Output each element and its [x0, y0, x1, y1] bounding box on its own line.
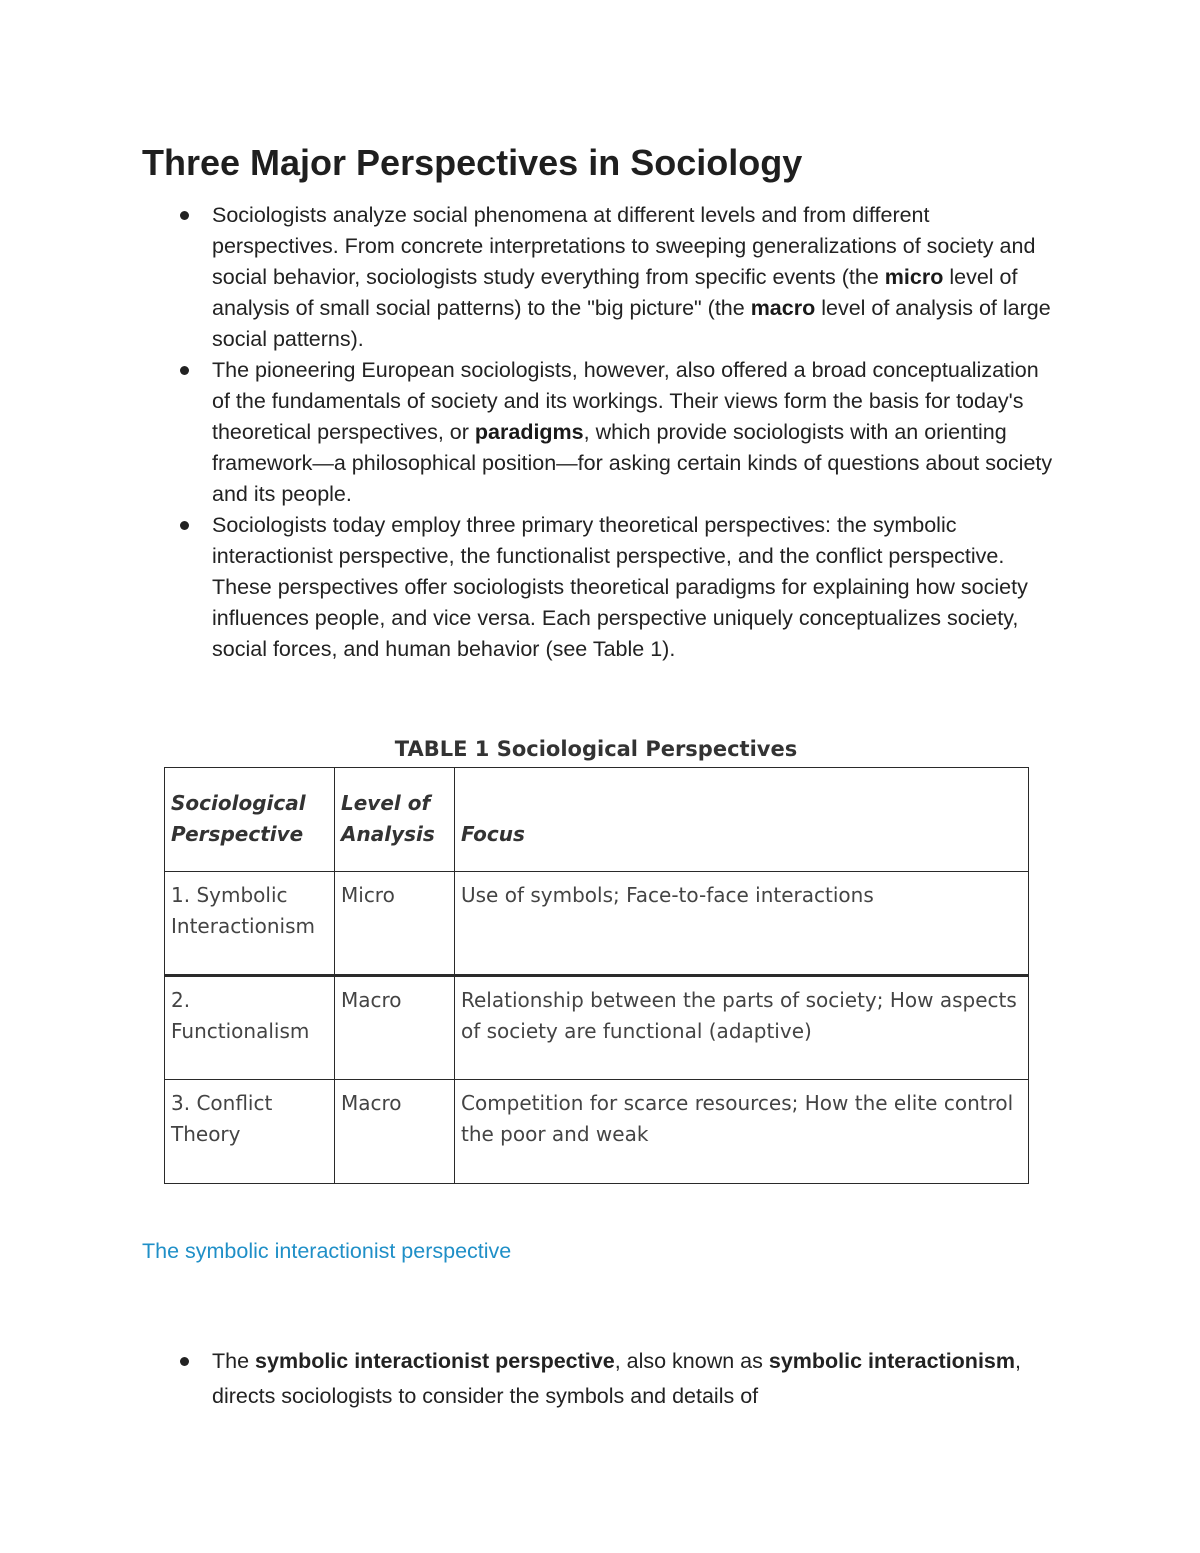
page-title: Three Major Perspectives in Sociology [142, 142, 803, 183]
bullet-text: , also known as [614, 1349, 769, 1373]
cell-level: Micro [335, 872, 455, 976]
bold-term: symbolic interactionist perspective [255, 1349, 615, 1373]
bold-term-micro: micro [884, 265, 944, 289]
list-item [142, 1344, 1062, 1414]
bold-term: symbolic interactionism [768, 1349, 1015, 1373]
intro-bullet-list [142, 200, 1062, 665]
list-item [142, 200, 1062, 355]
cell-perspective: 1. Symbolic Interactionism [165, 872, 335, 976]
header-perspective: Sociological Perspective [165, 768, 335, 872]
bullet-text: Sociologists today employ three primary theoretical perspectives: the symbolic interactionist perspective, the functionalist perspective, and the conflict perspective. These perspectives offer sociologists theoretical paradigms for explaining how society influences people, and vice versa. Each perspective uniquely conceptualizes society, social forces, and human behavior (see Table 1). [212, 513, 1028, 661]
table-row [165, 976, 1029, 1080]
bold-term-macro: macro [750, 296, 816, 320]
bullet-icon [180, 366, 189, 375]
bullet-text: level of analysis of small social patterns) to the "big picture" (the [212, 265, 1018, 320]
bullet-text: , which provide sociologists with an orienting framework—a philosophical position—for asking certain kinds of questions about society and its people. [212, 420, 1053, 506]
bullet-icon [180, 211, 189, 220]
cell-focus: Use of symbols; Face-to-face interactions [455, 872, 1029, 976]
cell-focus: Competition for scarce resources; How the elite control the poor and weak [455, 1080, 1029, 1184]
perspectives-table [164, 767, 1029, 1184]
bullet-text: The [212, 1349, 256, 1373]
list-item [142, 510, 1062, 665]
bullet-text: The pioneering European sociologists, however, also offered a broad conceptualization of the fundamentals of society and its workings. Their views form the basis for today's theoretical perspectives, or [212, 358, 1039, 444]
bullet-text: , directs sociologists to consider the symbols and details of [212, 1349, 1021, 1408]
header-level: Level of Analysis [335, 768, 455, 872]
cell-focus: Relationship between the parts of society; How aspects of society are functional (adaptive) [455, 976, 1029, 1080]
bullet-text: Sociologists analyze social phenomena at different levels and from different perspectives. From concrete interpretations to sweeping generalizations of society and social behavior, sociologists study everything from specific events (the [212, 203, 1036, 289]
table-row [165, 1080, 1029, 1184]
section-bullet-list [142, 1344, 1062, 1414]
bullet-icon [180, 1357, 189, 1366]
bullet-text: level of analysis of large social patterns). [212, 296, 1051, 351]
table-header-row [165, 768, 1029, 872]
cell-perspective: 3. Conflict Theory [165, 1080, 335, 1184]
cell-level: Macro [335, 976, 455, 1080]
bullet-icon [180, 521, 189, 530]
table-row [165, 872, 1029, 976]
header-focus: Focus [455, 768, 1029, 872]
cell-level: Macro [335, 1080, 455, 1184]
list-item [142, 355, 1062, 510]
bold-term-paradigms: paradigms [474, 420, 584, 444]
section-heading: The symbolic interactionist perspective [142, 1239, 512, 1263]
cell-perspective: 2. Functionalism [165, 976, 335, 1080]
table-caption: TABLE 1 Sociological Perspectives [394, 737, 798, 761]
